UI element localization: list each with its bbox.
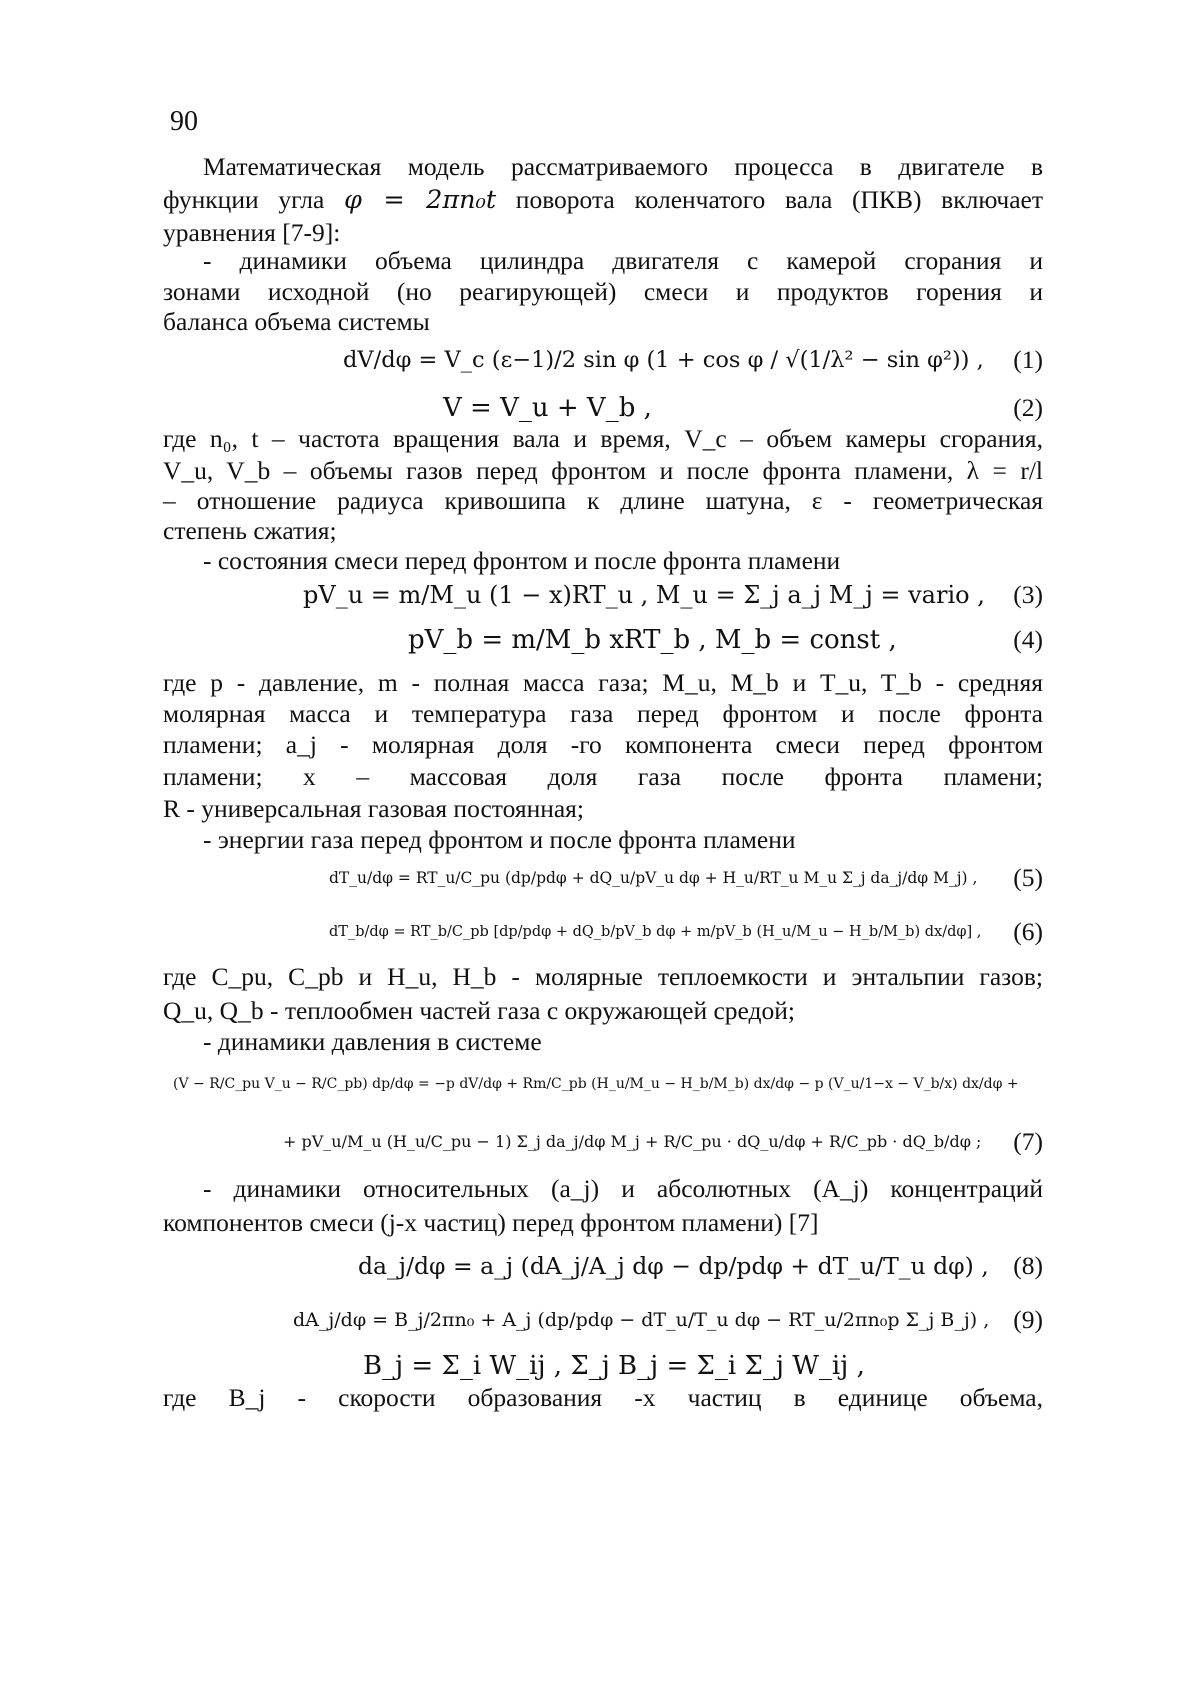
equation-6: [163, 912, 1043, 952]
text-line: пламени; a_j - молярная доля -го компонента смеси перед фронтом: [163, 728, 1043, 762]
text-line: где C_pu, C_pb и H_u, H_b - молярные теплоемкости и энтальпии газов;: [163, 960, 1043, 994]
page-number: 90: [170, 102, 198, 142]
equation-9: [163, 1300, 1043, 1340]
text-line: - энергии газа перед фронтом и после фронта пламени: [163, 823, 1043, 857]
text-line: где p - давление, m - полная масса газа; M_u, M_b и T_u, T_b - средняя: [163, 666, 1043, 700]
equation-7a: [163, 1064, 1043, 1104]
text-line: Q_u, Q_b - теплообмен частей газа с окружающей средой;: [163, 994, 1043, 1028]
text-line: пламени; x – массовая доля газа после фронта пламени;: [163, 760, 1043, 794]
equation-number: (9): [1013, 1300, 1043, 1340]
text-line: - динамики давления в системе: [163, 1025, 1043, 1059]
equation-2-body: V = V_u + V_b ,: [443, 388, 652, 428]
equation-number: (8): [1013, 1246, 1043, 1286]
equation-10-body: B_j = Σ_i W_ij , Σ_j B_j = Σ_i Σ_j W_ij ,: [363, 1346, 865, 1386]
equation-number: (6): [1013, 912, 1043, 952]
text-fragment: поворота коленчатого вала (ПКВ) включает: [516, 185, 1043, 214]
equation-3: [163, 575, 1043, 615]
equation-4-body: pV_b = m/M_b xRT_b , M_b = const ,: [408, 620, 897, 660]
equation-7a-body: (V − R/C_pu V_u − R/C_pb) dp/dφ = −p dV/dφ + Rm/C_pb (H_u/M_u − H_b/M_b) dx/dφ − p (V_u/1−x − V_b/x) dx/dφ +: [173, 1064, 1019, 1104]
equation-10: [163, 1346, 1043, 1386]
equation-1: [163, 340, 1043, 380]
equation-number: (2): [1013, 388, 1043, 428]
page: [0, 0, 1200, 1703]
equation-number: (7): [1013, 1122, 1043, 1162]
text-line: компонентов смеси (j-х частиц) перед фронтом пламени) [7]: [163, 1206, 1043, 1240]
equation-8-body: da_j/dφ = a_j (dA_j/A_j dφ − dp/pdφ + dT_u/T_u dφ) ,: [358, 1246, 989, 1286]
text-line: Математическая модель рассматриваемого процесса в двигателе в: [163, 150, 1043, 184]
text-line: - динамики объема цилиндра двигателя с камерой сгорания и: [163, 244, 1043, 278]
equation-5-body: dT_u/dφ = RT_u/C_pu (dp/pdφ + dQ_u/pV_u dφ + H_u/RT_u M_u Σ_j da_j/dφ M_j) ,: [329, 858, 977, 898]
text-line: [163, 183, 1043, 218]
equation-number: (4): [1013, 620, 1043, 660]
text-line: V_u, V_b – объемы газов перед фронтом и после фронта пламени, λ = r/l: [163, 454, 1043, 488]
equation-3-body: pV_u = m/M_u (1 − x)RT_u , M_u = Σ_j a_j M_j = vario ,: [303, 575, 985, 615]
equation-number: (1): [1013, 340, 1043, 380]
inline-formula: φ = 2πn₀t: [344, 185, 496, 215]
text-line: степень сжатия;: [163, 514, 1043, 548]
text-line: R - универсальная газовая постоянная;: [163, 792, 1043, 826]
equation-6-body: dT_b/dφ = RT_b/C_pb [dp/pdφ + dQ_b/pV_b dφ + m/pV_b (H_u/M_u − H_b/M_b) dx/dφ] ,: [329, 912, 981, 952]
text-line: молярная масса и температура газа перед фронтом и после фронта: [163, 697, 1043, 731]
text-line: - динамики относительных (a_j) и абсолютных (A_j) концентраций: [163, 1172, 1043, 1206]
equation-7b: [163, 1122, 1043, 1162]
equation-5: [163, 858, 1043, 898]
equation-7b-body: + pV_u/M_u (H_u/C_pu − 1) Σ_j da_j/dφ M_j + R/C_pu · dQ_u/dφ + R/C_pb · dQ_b/dφ ;: [283, 1122, 981, 1162]
text-line: где B_j - скорости образования -х частиц в единице объема,: [163, 1381, 1043, 1415]
equation-8: [163, 1246, 1043, 1286]
equation-number: (3): [1013, 575, 1043, 615]
text-line: зонами исходной (но реагирующей) смеси и продуктов горения и: [163, 275, 1043, 309]
equation-1-body: dV/dφ = V_c (ε−1)/2 sin φ (1 + cos φ / √(1/λ² − sin φ²)) ,: [343, 340, 984, 380]
text-line: баланса объема системы: [163, 305, 1043, 339]
text-line: - состояния смеси перед фронтом и после фронта пламени: [163, 544, 1043, 578]
equation-number: (5): [1013, 858, 1043, 898]
equation-4: [163, 620, 1043, 660]
text-line: где n₀, t – частота вращения вала и время, V_c – объем камеры сгорания,: [163, 422, 1043, 456]
text-line: – отношение радиуса кривошипа к длине шатуна, ε - геометрическая: [163, 484, 1043, 518]
text-line: уравнения [7-9]:: [163, 216, 1043, 250]
text-fragment: функции угла: [163, 185, 324, 214]
equation-9-body: dA_j/dφ = B_j/2πn₀ + A_j (dp/pdφ − dT_u/T_u dφ − RT_u/2πn₀p Σ_j B_j) ,: [293, 1300, 989, 1340]
